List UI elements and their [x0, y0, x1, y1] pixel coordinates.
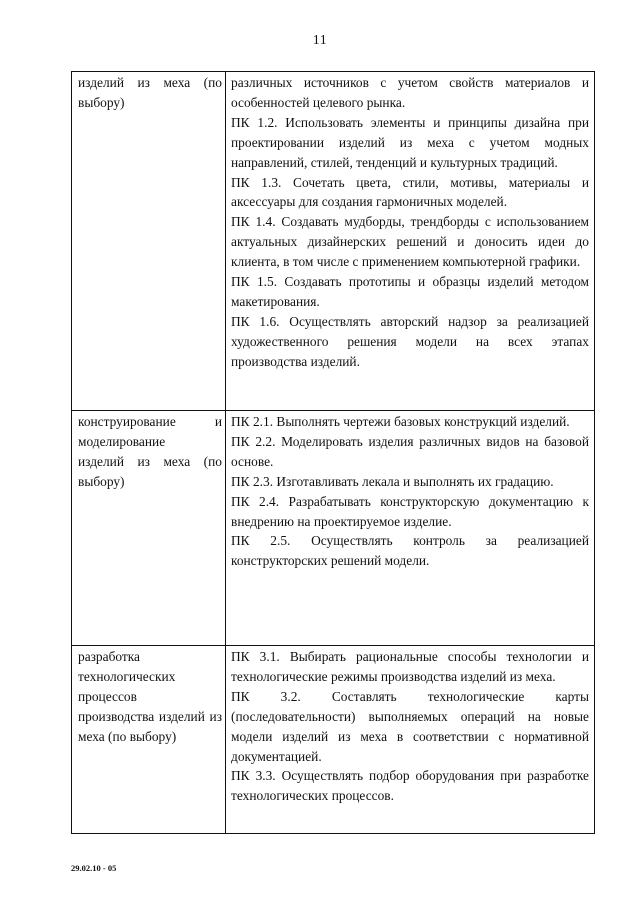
- activity-text: изделий из меха (по выбору): [78, 75, 222, 110]
- activity-cell: [72, 72, 226, 411]
- competency-item: ПК 2.1. Выполнять чертежи базовых конструкций изделий.: [231, 414, 570, 429]
- competency-item: ПК 1.3. Сочетать цвета, стили, мотивы, материалы и аксессуары для создания гармоничных моделей.: [231, 174, 589, 210]
- competency-item: ПК 3.2. Составлять технологические карты (последовательности) выполняемых операций на новые модели изделий из меха в соответствии с нормативной документацией.: [231, 688, 589, 764]
- competency-cell: [226, 411, 595, 646]
- competency-item: ПК 3.1. Выбирать рациональные способы технологии и технологические режимы производства изделий из меха.: [231, 649, 589, 684]
- activity-text: производства изделий из меха (по выбору): [78, 708, 222, 744]
- table-row: [72, 72, 595, 411]
- competency-cell: [226, 646, 595, 834]
- competency-item: различных источников с учетом свойств материалов и особенностей целевого рынка.: [231, 75, 589, 110]
- competency-item: ПК 3.3. Осуществлять подбор оборудования при разработке технологических процессов.: [231, 768, 589, 804]
- footer-code: 29.02.10 - 05: [71, 863, 117, 873]
- competency-item: ПК 1.5. Создавать прототипы и образцы изделий методом макетирования.: [231, 274, 589, 309]
- competency-item: ПК 1.4. Создавать мудборды, трендборды с использованием актуальных дизайнерских решений и доносить идеи до клиента, в том числе с применением компьютерной графики.: [231, 214, 589, 270]
- competency-item: ПК 2.3. Изготавливать лекала и выполнять их градацию.: [231, 473, 554, 489]
- competency-item: ПК 1.6. Осуществлять авторский надзор за реализацией художественного решения модели на всех этапах производства изделий.: [231, 313, 589, 369]
- activity-text: разработка технологических процессов: [78, 649, 176, 704]
- activity-cell: [72, 411, 226, 646]
- competency-cell: [226, 72, 595, 411]
- table-row: [72, 411, 595, 646]
- activity-text: изделий из меха (по выбору): [78, 453, 222, 489]
- activity-text: конструирование и моделирование: [78, 414, 222, 449]
- activity-cell: [72, 646, 226, 834]
- table-row: [72, 646, 595, 834]
- competency-item: ПК 2.2. Моделировать изделия различных видов на базовой основе.: [231, 433, 589, 469]
- page-number: 11: [312, 33, 328, 48]
- competencies-table: [71, 71, 595, 834]
- competency-item: ПК 2.4. Разрабатывать конструкторскую документацию к внедрению на проектируемое изделие.: [231, 493, 589, 529]
- competency-item: ПК 1.2. Использовать элементы и принципы дизайна при проектировании изделий из меха с учетом модных направлений, стилей, тенденций и культурных традиций.: [231, 114, 589, 170]
- competency-item: ПК 2.5. Осуществлять контроль за реализацией конструкторских решений модели.: [231, 533, 589, 569]
